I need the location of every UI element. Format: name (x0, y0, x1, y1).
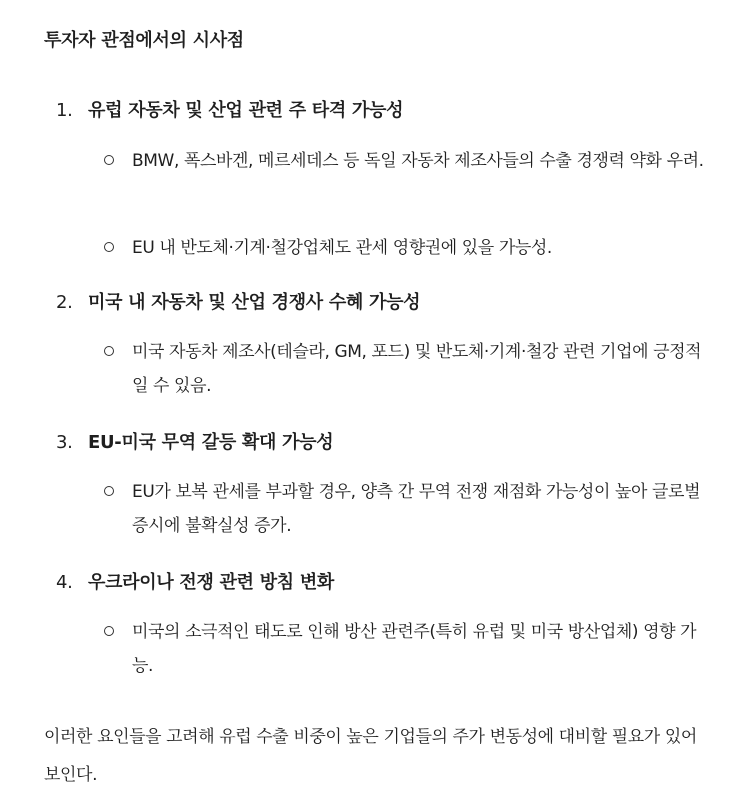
section-4-title (56, 568, 334, 594)
section-title-text: 미국 내 자동차 및 산업 경쟁사 수혜 가능성 (88, 292, 421, 313)
page-heading: 투자자 관점에서의 시사점 (44, 30, 244, 51)
section-1-title (56, 96, 403, 122)
section-number: 1. (56, 100, 73, 121)
bullet-item (104, 615, 704, 683)
hollow-circle-bullet-icon (104, 155, 114, 165)
bullet-text: EU가 보복 관세를 부과할 경우, 양측 간 무역 전쟁 재점화 가능성이 높아 글로벌 증시에 불확실성 증가. (132, 482, 701, 536)
hollow-circle-bullet-icon (104, 486, 114, 496)
section-3-title (56, 428, 333, 454)
bullet-text: EU 내 반도체·기계·철강업체도 관세 영향권에 있을 가능성. (132, 238, 552, 258)
section-2-title (56, 288, 420, 314)
hollow-circle-bullet-icon (104, 242, 114, 252)
hollow-circle-bullet-icon (104, 626, 114, 636)
hollow-circle-bullet-icon (104, 346, 114, 356)
section-title-text: EU-미국 무역 갈등 확대 가능성 (88, 432, 334, 453)
section-number: 3. (56, 432, 73, 453)
closing-paragraph: 이러한 요인들을 고려해 유럽 수출 비중이 높은 기업들의 주가 변동성에 대비할 필요가 있어 보인다. (44, 727, 697, 785)
bullet-text: 미국의 소극적인 태도로 인해 방산 관련주(특히 유럽 및 미국 방산업체) 영향 가능. (132, 622, 697, 676)
section-number: 2. (56, 292, 73, 313)
section-title-text: 유럽 자동차 및 산업 관련 주 타격 가능성 (88, 100, 404, 121)
bullet-item (104, 335, 704, 403)
bullet-item (104, 231, 704, 265)
bullet-item (104, 144, 704, 178)
bullet-text: BMW, 폭스바겐, 메르세데스 등 독일 자동차 제조사들의 수출 경쟁력 약화 우려. (132, 151, 704, 171)
section-title-text: 우크라이나 전쟁 관련 방침 변화 (88, 572, 335, 593)
section-number: 4. (56, 572, 73, 593)
bullet-item (104, 475, 704, 543)
bullet-text: 미국 자동차 제조사(테슬라, GM, 포드) 및 반도체·기계·철강 관련 기업에 긍정적일 수 있음. (132, 342, 702, 396)
